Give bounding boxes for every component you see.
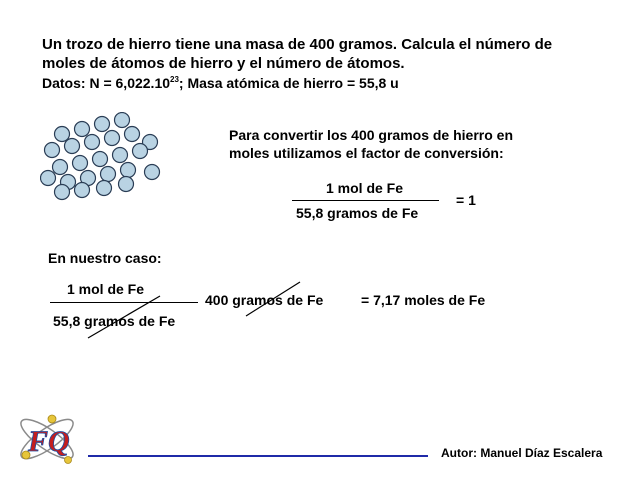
data-suffix: ; Masa atómica de hierro = 55,8 u bbox=[178, 75, 399, 91]
problem-line-1: Un trozo de hierro tiene una masa de 400 gramos. Calcula el número de bbox=[42, 36, 553, 53]
logo-text: FQ bbox=[28, 425, 70, 458]
fq-logo bbox=[12, 405, 82, 473]
factor-equals-one: = 1 bbox=[456, 192, 476, 208]
case-denominator: 55,8 gramos de Fe bbox=[53, 313, 176, 329]
cancel-stroke-multiplier bbox=[246, 282, 300, 316]
case-heading: En nuestro caso: bbox=[48, 250, 162, 266]
factor-numerator: 1 mol de Fe bbox=[326, 180, 404, 196]
data-prefix: Datos: N = 6,022.10 bbox=[42, 75, 171, 91]
factor-denominator: 55,8 gramos de Fe bbox=[296, 205, 419, 221]
explanation-line-1: Para convertir los 400 gramos de hierro en bbox=[229, 127, 514, 143]
case-result: = 7,17 moles de Fe bbox=[361, 292, 486, 308]
problem-line-2: moles de átomos de hierro y el número de átomos. bbox=[42, 55, 405, 72]
author-credit: Autor: Manuel Díaz Escalera bbox=[441, 446, 603, 460]
data-exponent: 23 bbox=[170, 75, 179, 84]
cancel-stroke-denominator bbox=[88, 296, 160, 338]
case-multiplier: 400 gramos de Fe bbox=[205, 292, 324, 308]
explanation-line-2: moles utilizamos el factor de conversión: bbox=[229, 145, 504, 161]
footer-divider bbox=[88, 455, 428, 457]
case-numerator: 1 mol de Fe bbox=[67, 281, 145, 297]
